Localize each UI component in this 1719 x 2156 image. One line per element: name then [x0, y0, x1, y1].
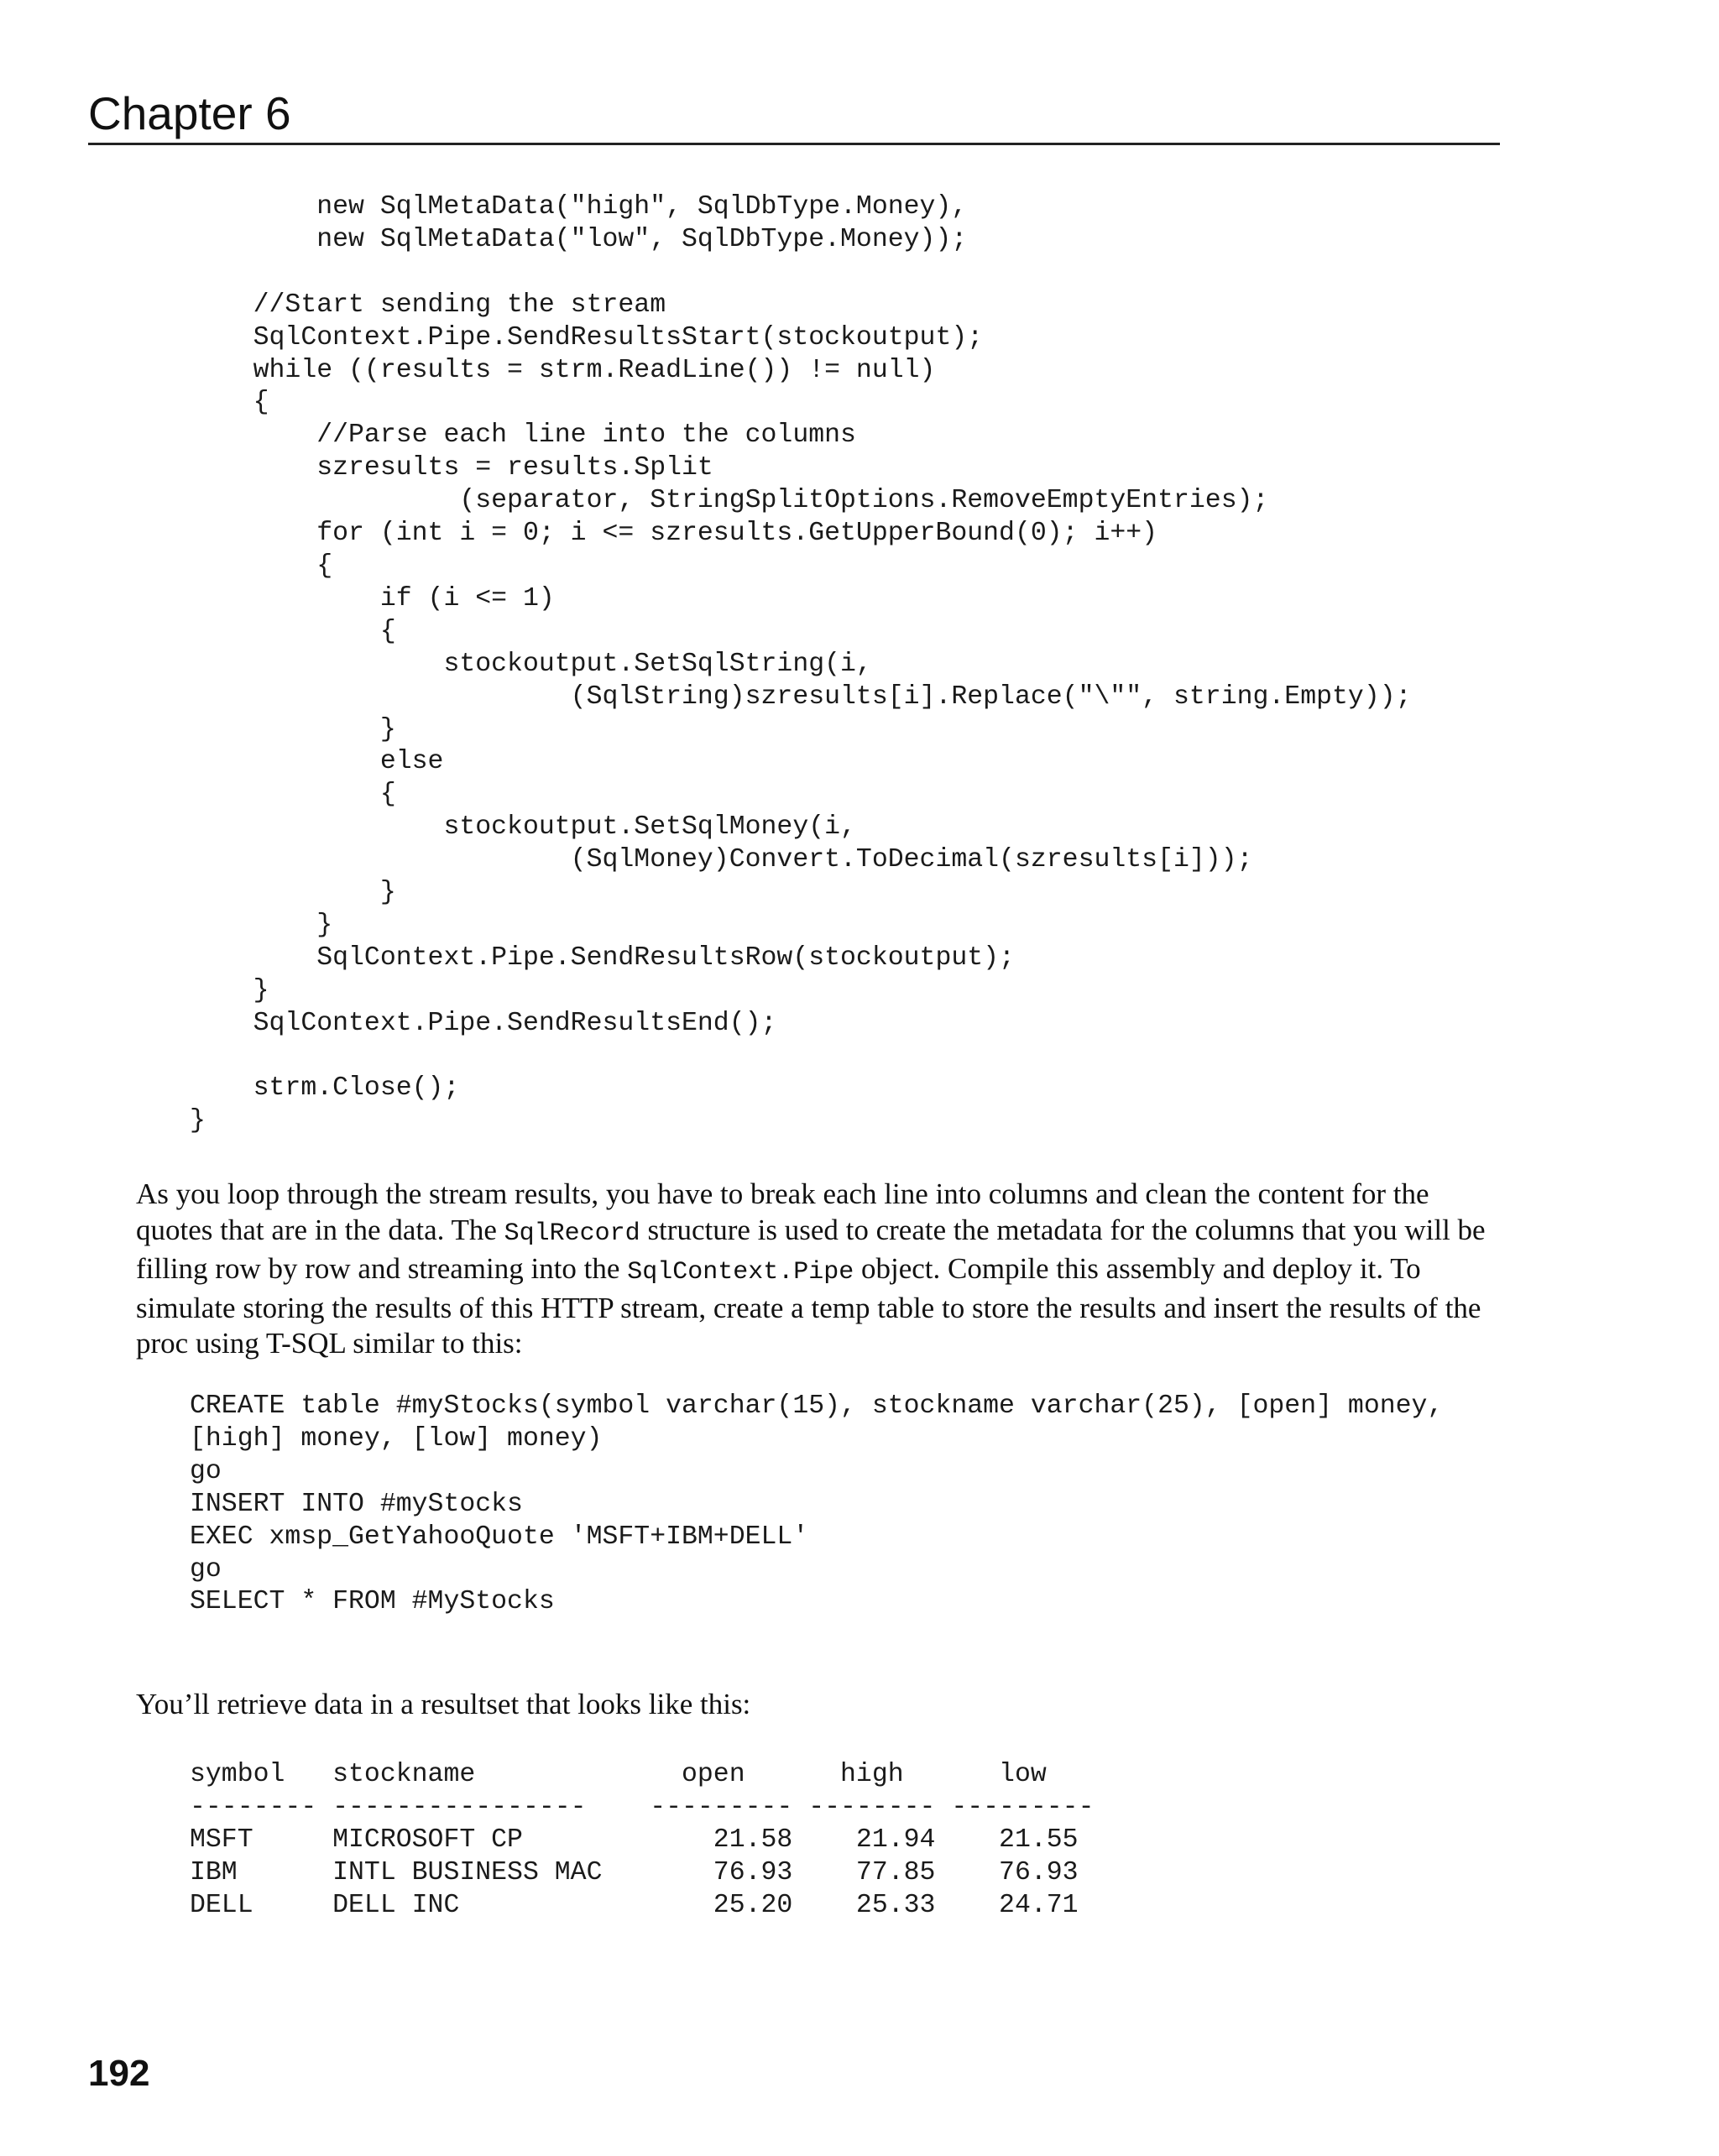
- paragraph-text: object. Compile this assembly and deploy it. To simulate storing the results of this HTTP stream, create a temp table to store the results and insert the results of the proc using T-SQL similar to this:: [136, 1252, 1481, 1360]
- body-paragraph-2: You’ll retrieve data in a resultset that looks like this:: [136, 1688, 751, 1720]
- page-number: 192: [88, 2053, 150, 2094]
- inline-code-sqlcontext-pipe: SqlContext.Pipe: [627, 1258, 854, 1287]
- paragraph-text: As you loop through the stream results, you have to break each line into columns and clean the content for the quotes that are in the data. The: [136, 1177, 1429, 1246]
- chapter-title: Chapter 6: [88, 87, 291, 139]
- code-listing-tsql: CREATE table #myStocks(symbol varchar(15), stockname varchar(25), [open] money, [high] money, [low] money) go INSERT INTO #myStocks EXEC xmsp_GetYahooQuote 'MSFT+IBM+DELL' go SELECT * FROM #MyStocks: [190, 1391, 1444, 1617]
- body-paragraph-1: [136, 1177, 1500, 1362]
- resultset-output: symbol stockname open high low -------- ---------------- --------- -------- --------- MSFT MICROSOFT CP 21.58 21.94 21.55 IBM INTL BUSINESS MAC 76.93 77.85 76.93 DELL DELL INC 25.20 25.33 24.71: [190, 1760, 1095, 1920]
- header-divider: [88, 143, 1500, 145]
- inline-code-sqlrecord: SqlRecord: [504, 1219, 640, 1248]
- paragraph-text: structure is used to create the metadata for the columns that you will be filling row by row and streaming into the: [136, 1213, 1486, 1285]
- code-listing-csharp: new SqlMetaData("high", SqlDbType.Money), new SqlMetaData("low", SqlDbType.Money)); //Start sending the stream SqlContext.Pipe.SendResultsStart(stockoutput); while ((results = strm.ReadLine()) != null) { //Parse each line into the columns szresults = results.Split (separator, StringSplitOptions.RemoveEmptyEntries); for (int i = 0; i <= szresults.GetUpperBound(0); i++) { if (i <= 1) { stockoutput.SetSqlString(i, (SqlString)szresults[i].Replace("\"", string.Empty)); } else { stockoutput.SetSqlMoney(i, (SqlMoney)Convert.ToDecimal(szresults[i])); } } SqlContext.Pipe.SendResultsRow(stockoutput); } SqlContext.Pipe.SendResultsEnd(); strm.Close(); }: [190, 192, 1412, 1136]
